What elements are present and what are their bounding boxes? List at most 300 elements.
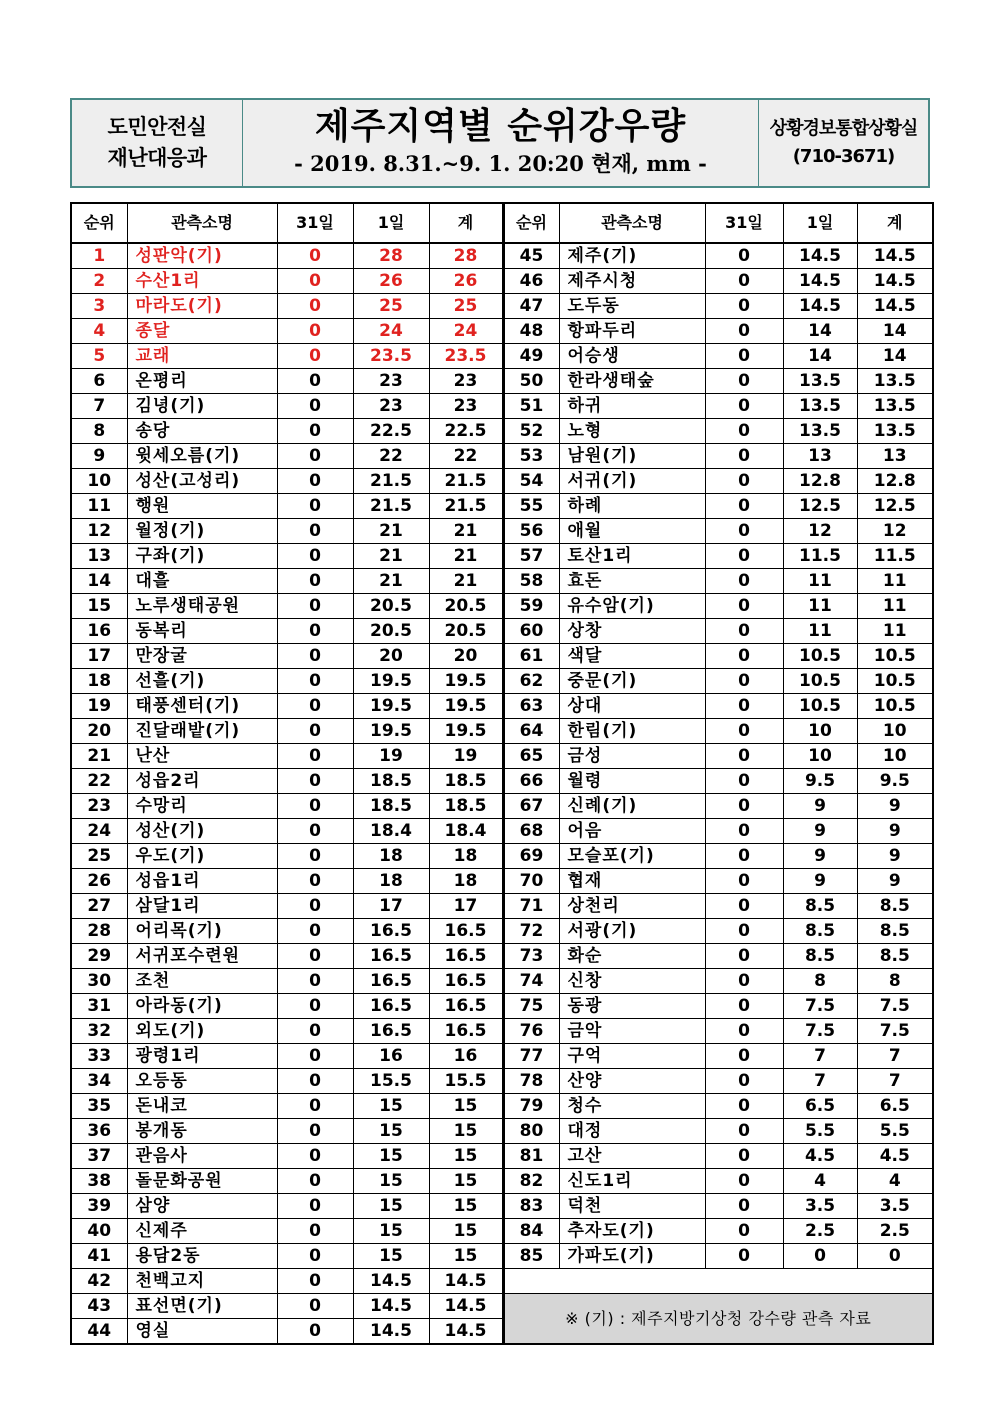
rain-aug31: 0 [277, 469, 353, 494]
rain-aug31: 0 [277, 669, 353, 694]
rain-total: 5.5 [857, 1119, 933, 1144]
table-row [71, 1219, 933, 1244]
rain-total: 20 [429, 644, 503, 669]
rain-sep1: 6.5 [783, 1094, 857, 1119]
rain-aug31: 0 [705, 494, 783, 519]
rank-cell: 79 [503, 1094, 559, 1119]
rank-cell: 26 [71, 869, 127, 894]
rain-total: 17 [429, 894, 503, 919]
rain-aug31: 0 [277, 969, 353, 994]
table-row [71, 269, 933, 294]
rain-sep1: 10.5 [783, 694, 857, 719]
rank-cell: 7 [71, 394, 127, 419]
rain-total: 7.5 [857, 1019, 933, 1044]
rain-sep1: 10 [783, 744, 857, 769]
rank-cell: 46 [503, 269, 559, 294]
station-name: 조천 [127, 969, 277, 994]
rain-aug31: 0 [705, 744, 783, 769]
station-name: 색달 [559, 644, 705, 669]
rain-total: 15 [429, 1094, 503, 1119]
table-row [71, 769, 933, 794]
table-row [71, 1244, 933, 1269]
rain-aug31: 0 [705, 1069, 783, 1094]
rank-cell: 44 [71, 1319, 127, 1345]
rain-sep1: 0 [783, 1244, 857, 1269]
rain-aug31: 0 [277, 794, 353, 819]
rain-sep1: 8.5 [783, 894, 857, 919]
rain-total: 12.5 [857, 494, 933, 519]
report-header [70, 98, 930, 188]
station-name: 성읍1리 [127, 869, 277, 894]
rain-sep1: 20.5 [353, 619, 429, 644]
rain-total: 12.8 [857, 469, 933, 494]
rank-cell: 11 [71, 494, 127, 519]
rank-cell: 84 [503, 1219, 559, 1244]
rain-sep1: 22.5 [353, 419, 429, 444]
rank-cell: 40 [71, 1219, 127, 1244]
rank-cell: 62 [503, 669, 559, 694]
rain-sep1: 16.5 [353, 944, 429, 969]
rain-sep1: 21 [353, 569, 429, 594]
station-name: 동복리 [127, 619, 277, 644]
table-row [71, 1169, 933, 1194]
rain-total: 21 [429, 519, 503, 544]
rain-sep1: 14.5 [783, 243, 857, 269]
station-name: 송당 [127, 419, 277, 444]
rain-total: 16.5 [429, 994, 503, 1019]
table-row [71, 294, 933, 319]
rain-aug31: 0 [705, 1094, 783, 1119]
rain-total: 18.4 [429, 819, 503, 844]
station-name: 신도1리 [559, 1169, 705, 1194]
rain-aug31: 0 [277, 344, 353, 369]
rank-cell: 36 [71, 1119, 127, 1144]
rain-aug31: 0 [705, 544, 783, 569]
rain-total: 11 [857, 594, 933, 619]
station-name: 봉개동 [127, 1119, 277, 1144]
rain-sep1: 7 [783, 1069, 857, 1094]
rain-aug31: 0 [705, 1194, 783, 1219]
station-name: 성산(기) [127, 819, 277, 844]
rank-cell: 34 [71, 1069, 127, 1094]
rain-total: 10.5 [857, 694, 933, 719]
rain-aug31: 0 [277, 594, 353, 619]
rain-sep1: 19.5 [353, 669, 429, 694]
rain-sep1: 13.5 [783, 369, 857, 394]
rain-aug31: 0 [277, 394, 353, 419]
rain-sep1: 15 [353, 1144, 429, 1169]
office-phone: (710-3671) [792, 146, 895, 167]
footnote: ※ (기) : 제주지방기상청 강수량 관측 자료 [503, 1294, 933, 1345]
rain-sep1: 22 [353, 444, 429, 469]
station-name: 애월 [559, 519, 705, 544]
rain-total: 15 [429, 1194, 503, 1219]
rain-total: 21.5 [429, 494, 503, 519]
rain-aug31: 0 [277, 1269, 353, 1294]
rain-sep1: 21.5 [353, 469, 429, 494]
rain-total: 7 [857, 1044, 933, 1069]
table-row [71, 694, 933, 719]
rank-cell: 32 [71, 1019, 127, 1044]
rain-sep1: 8 [783, 969, 857, 994]
rain-total: 21 [429, 569, 503, 594]
table-row [71, 994, 933, 1019]
rain-total: 9 [857, 844, 933, 869]
division-name: 재난대응과 [107, 146, 207, 170]
rain-aug31: 0 [705, 319, 783, 344]
rank-cell: 56 [503, 519, 559, 544]
station-name: 신창 [559, 969, 705, 994]
rain-sep1: 11 [783, 594, 857, 619]
rain-sep1: 18.5 [353, 794, 429, 819]
rain-aug31: 0 [277, 1119, 353, 1144]
rain-sep1: 18 [353, 869, 429, 894]
rain-total: 8.5 [857, 944, 933, 969]
station-name: 유수암(기) [559, 594, 705, 619]
rain-aug31: 0 [277, 819, 353, 844]
rain-aug31: 0 [705, 769, 783, 794]
rain-aug31: 0 [277, 1144, 353, 1169]
rank-cell: 53 [503, 444, 559, 469]
rain-sep1: 21.5 [353, 494, 429, 519]
rank-cell: 49 [503, 344, 559, 369]
rain-aug31: 0 [705, 243, 783, 269]
rain-aug31: 0 [277, 1044, 353, 1069]
rain-aug31: 0 [705, 369, 783, 394]
rain-sep1: 3.5 [783, 1194, 857, 1219]
rain-aug31: 0 [705, 1019, 783, 1044]
station-name: 노형 [559, 419, 705, 444]
rain-sep1: 28 [353, 243, 429, 269]
rank-cell: 8 [71, 419, 127, 444]
table-row [71, 569, 933, 594]
col-header-station: 관측소명 [559, 203, 705, 243]
rain-total: 14.5 [857, 269, 933, 294]
station-name: 제주시청 [559, 269, 705, 294]
rain-aug31: 0 [705, 269, 783, 294]
rain-total: 19.5 [429, 669, 503, 694]
rank-cell: 64 [503, 719, 559, 744]
rank-cell: 13 [71, 544, 127, 569]
table-row [71, 444, 933, 469]
col-header-rank: 순위 [71, 203, 127, 243]
department-name: 도민안전실 [107, 115, 207, 139]
rain-sep1: 19 [353, 744, 429, 769]
rain-sep1: 12.8 [783, 469, 857, 494]
rain-sep1: 25 [353, 294, 429, 319]
rain-sep1: 9 [783, 844, 857, 869]
rain-sep1: 15 [353, 1094, 429, 1119]
rain-total: 22.5 [429, 419, 503, 444]
rain-sep1: 9 [783, 794, 857, 819]
rain-total: 13.5 [857, 394, 933, 419]
station-name: 진달래밭(기) [127, 719, 277, 744]
rain-total: 9 [857, 869, 933, 894]
rain-aug31: 0 [277, 569, 353, 594]
rank-cell: 16 [71, 619, 127, 644]
table-row [71, 1119, 933, 1144]
station-name: 상대 [559, 694, 705, 719]
rain-total: 15 [429, 1219, 503, 1244]
rain-sep1: 14.5 [783, 269, 857, 294]
rank-cell: 70 [503, 869, 559, 894]
rank-cell: 10 [71, 469, 127, 494]
station-name: 신례(기) [559, 794, 705, 819]
station-name: 용담2동 [127, 1244, 277, 1269]
rank-cell: 52 [503, 419, 559, 444]
rain-total: 13.5 [857, 369, 933, 394]
rain-aug31: 0 [277, 869, 353, 894]
station-name: 표선면(기) [127, 1294, 277, 1319]
rank-cell: 22 [71, 769, 127, 794]
table-row [71, 1294, 933, 1319]
rain-sep1: 12.5 [783, 494, 857, 519]
rain-total: 8.5 [857, 894, 933, 919]
station-name: 선흘(기) [127, 669, 277, 694]
rain-total: 25 [429, 294, 503, 319]
table-row [71, 869, 933, 894]
rank-cell: 65 [503, 744, 559, 769]
table-row [71, 844, 933, 869]
table-row [71, 719, 933, 744]
rain-total: 20.5 [429, 594, 503, 619]
station-name: 어리목(기) [127, 919, 277, 944]
rain-sep1: 15.5 [353, 1069, 429, 1094]
station-name: 대정 [559, 1119, 705, 1144]
rain-total: 14.5 [429, 1269, 503, 1294]
rank-cell: 68 [503, 819, 559, 844]
rain-sep1: 23 [353, 394, 429, 419]
station-name: 난산 [127, 744, 277, 769]
rain-sep1: 9 [783, 869, 857, 894]
rain-aug31: 0 [705, 294, 783, 319]
rain-sep1: 21 [353, 544, 429, 569]
table-row [71, 944, 933, 969]
rain-sep1: 12 [783, 519, 857, 544]
rain-aug31: 0 [277, 1294, 353, 1319]
station-name: 성판악(기) [127, 243, 277, 269]
table-row [71, 1269, 933, 1294]
rank-cell: 66 [503, 769, 559, 794]
table-row [71, 544, 933, 569]
rain-aug31: 0 [277, 243, 353, 269]
rain-total: 19.5 [429, 719, 503, 744]
rain-sep1: 18 [353, 844, 429, 869]
rain-sep1: 7 [783, 1044, 857, 1069]
station-name: 월령 [559, 769, 705, 794]
rain-total: 18.5 [429, 769, 503, 794]
rank-cell: 57 [503, 544, 559, 569]
station-name: 태풍센터(기) [127, 694, 277, 719]
rain-sep1: 13.5 [783, 394, 857, 419]
rank-cell: 61 [503, 644, 559, 669]
station-name: 김녕(기) [127, 394, 277, 419]
station-name: 하귀 [559, 394, 705, 419]
rain-aug31: 0 [705, 594, 783, 619]
rain-aug31: 0 [705, 644, 783, 669]
rain-aug31: 0 [277, 769, 353, 794]
rain-total: 2.5 [857, 1219, 933, 1244]
table-row [71, 619, 933, 644]
rain-sep1: 11 [783, 569, 857, 594]
table-row [71, 1094, 933, 1119]
station-name: 구좌(기) [127, 544, 277, 569]
rain-total: 18 [429, 844, 503, 869]
station-name: 만장굴 [127, 644, 277, 669]
table-row [71, 1069, 933, 1094]
rain-aug31: 0 [277, 619, 353, 644]
rain-total: 11 [857, 569, 933, 594]
rain-sep1: 9.5 [783, 769, 857, 794]
rain-total: 10.5 [857, 644, 933, 669]
rain-aug31: 0 [705, 669, 783, 694]
rain-aug31: 0 [705, 969, 783, 994]
rain-total: 4.5 [857, 1144, 933, 1169]
rain-total: 8 [857, 969, 933, 994]
rain-total: 16.5 [429, 969, 503, 994]
rain-aug31: 0 [277, 519, 353, 544]
empty-cell [503, 1269, 933, 1294]
rain-total: 4 [857, 1169, 933, 1194]
station-name: 금악 [559, 1019, 705, 1044]
rain-sep1: 13 [783, 444, 857, 469]
station-name: 동광 [559, 994, 705, 1019]
rain-sep1: 14.5 [353, 1269, 429, 1294]
rain-sep1: 10 [783, 719, 857, 744]
rain-total: 6.5 [857, 1094, 933, 1119]
rain-aug31: 0 [705, 444, 783, 469]
rain-sep1: 16 [353, 1044, 429, 1069]
rain-sep1: 7.5 [783, 994, 857, 1019]
station-name: 돈내코 [127, 1094, 277, 1119]
rain-sep1: 19.5 [353, 719, 429, 744]
rain-total: 10.5 [857, 669, 933, 694]
title-block [243, 100, 759, 186]
station-name: 한라생태숲 [559, 369, 705, 394]
rain-sep1: 18.5 [353, 769, 429, 794]
station-name: 산양 [559, 1069, 705, 1094]
rain-sep1: 15 [353, 1119, 429, 1144]
rain-sep1: 20.5 [353, 594, 429, 619]
rank-cell: 63 [503, 694, 559, 719]
rain-aug31: 0 [705, 1144, 783, 1169]
rank-cell: 85 [503, 1244, 559, 1269]
rank-cell: 45 [503, 243, 559, 269]
rain-aug31: 0 [277, 1019, 353, 1044]
station-name: 대흘 [127, 569, 277, 594]
rain-aug31: 0 [705, 1169, 783, 1194]
rank-cell: 35 [71, 1094, 127, 1119]
rank-cell: 27 [71, 894, 127, 919]
rain-sep1: 11 [783, 619, 857, 644]
rain-aug31: 0 [277, 494, 353, 519]
rank-cell: 81 [503, 1144, 559, 1169]
station-name: 서귀(기) [559, 469, 705, 494]
rank-cell: 83 [503, 1194, 559, 1219]
rain-total: 9 [857, 819, 933, 844]
rain-total: 22 [429, 444, 503, 469]
rank-cell: 12 [71, 519, 127, 544]
station-name: 월정(기) [127, 519, 277, 544]
rank-cell: 19 [71, 694, 127, 719]
station-name: 종달 [127, 319, 277, 344]
rain-total: 11 [857, 619, 933, 644]
rain-aug31: 0 [277, 1094, 353, 1119]
station-name: 광령1리 [127, 1044, 277, 1069]
rank-cell: 41 [71, 1244, 127, 1269]
table-row [71, 394, 933, 419]
station-name: 우도(기) [127, 844, 277, 869]
rain-sep1: 18.4 [353, 819, 429, 844]
rain-total: 14 [857, 319, 933, 344]
rain-total: 21.5 [429, 469, 503, 494]
col-header-day1: 1일 [783, 203, 857, 243]
rain-sep1: 15 [353, 1194, 429, 1219]
rain-total: 18.5 [429, 794, 503, 819]
table-row [71, 494, 933, 519]
station-name: 어음 [559, 819, 705, 844]
rain-total: 15.5 [429, 1069, 503, 1094]
rank-cell: 75 [503, 994, 559, 1019]
table-row [71, 1144, 933, 1169]
table-row [71, 894, 933, 919]
rain-aug31: 0 [277, 294, 353, 319]
rank-cell: 47 [503, 294, 559, 319]
station-name: 남원(기) [559, 444, 705, 469]
col-header-total: 계 [429, 203, 503, 243]
station-name: 수산1리 [127, 269, 277, 294]
table-row [71, 1194, 933, 1219]
rain-aug31: 0 [277, 744, 353, 769]
station-name: 오등동 [127, 1069, 277, 1094]
rank-cell: 25 [71, 844, 127, 869]
station-name: 노루생태공원 [127, 594, 277, 619]
station-name: 성읍2리 [127, 769, 277, 794]
rain-sep1: 16.5 [353, 919, 429, 944]
rank-cell: 31 [71, 994, 127, 1019]
rain-total: 19.5 [429, 694, 503, 719]
rank-cell: 54 [503, 469, 559, 494]
station-name: 서귀포수련원 [127, 944, 277, 969]
table-row [71, 369, 933, 394]
rain-sep1: 19.5 [353, 694, 429, 719]
rank-cell: 50 [503, 369, 559, 394]
rainfall-ranking-table [70, 202, 934, 1345]
rain-sep1: 7.5 [783, 1019, 857, 1044]
station-name: 금성 [559, 744, 705, 769]
station-name: 서광(기) [559, 919, 705, 944]
rain-aug31: 0 [705, 994, 783, 1019]
rain-sep1: 5.5 [783, 1119, 857, 1144]
station-name: 화순 [559, 944, 705, 969]
station-name: 중문(기) [559, 669, 705, 694]
rank-cell: 1 [71, 243, 127, 269]
rain-aug31: 0 [277, 944, 353, 969]
rain-total: 23 [429, 369, 503, 394]
station-name: 고산 [559, 1144, 705, 1169]
table-row [71, 744, 933, 769]
rank-cell: 29 [71, 944, 127, 969]
station-name: 구억 [559, 1044, 705, 1069]
station-name: 행원 [127, 494, 277, 519]
rank-cell: 71 [503, 894, 559, 919]
rank-cell: 30 [71, 969, 127, 994]
rain-aug31: 0 [705, 394, 783, 419]
rank-cell: 39 [71, 1194, 127, 1219]
rain-total: 14 [857, 344, 933, 369]
rain-aug31: 0 [705, 619, 783, 644]
rain-aug31: 0 [277, 844, 353, 869]
